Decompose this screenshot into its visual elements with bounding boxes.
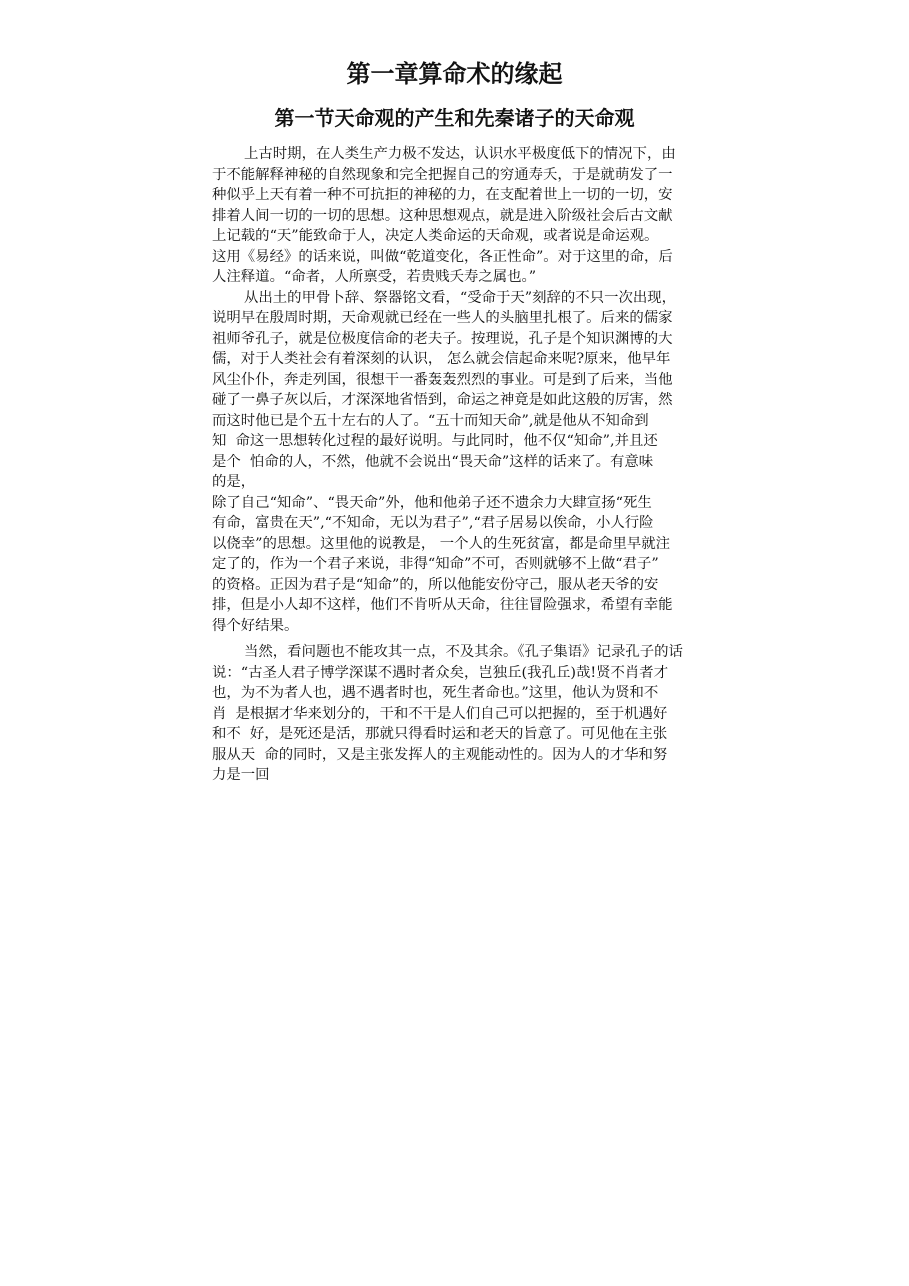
- text-line: 人注释道。“命者，人所禀受，若贵贱夭寿之属也。”: [212, 269, 537, 285]
- text-line: 服从天 命的同时，又是主张发挥人的主观能动性的。因为人的才华和努: [212, 746, 668, 763]
- text-line: 祖师爷孔子，就是位极度信命的老夫子。按理说，孔子是个知识渊博的大: [212, 330, 673, 347]
- section-title: 第一节天命观的产生和先秦诸子的天命观: [274, 106, 635, 130]
- text-line: 排着人间一切的一切的思想。这种思想观点，就是进入阶级社会后古文献: [212, 207, 673, 224]
- text-line: 碰了一鼻子灰以后，才深深地省悟到，命运之神竟是如此这般的厉害，然: [212, 392, 673, 408]
- body-text: [212, 144, 742, 786]
- text-line: 以侥幸”的思想。这里他的说教是， 一个人的生死贫富，都是命里早就注: [212, 535, 671, 552]
- text-line: 上古时期，在人类生产力极不发达，认识水平极度低下的情况下，由: [244, 146, 676, 162]
- chapter-title: 第一章算命术的缘起: [346, 59, 563, 88]
- text-line: 的资格。正因为君子是“知命”的，所以他能安份守己，服从老天爷的安: [212, 576, 659, 593]
- text-line: 风尘仆仆，奔走列国，很想干一番轰轰烈烈的事业。可是到了后来，当他: [212, 371, 673, 388]
- paragraph: [212, 288, 742, 637]
- text-line: 力是一回: [212, 767, 270, 783]
- text-line: 当然，看问题也不能攻其一点，不及其余。《孔子集语》记录孔子的话: [244, 644, 683, 660]
- paragraph: [212, 144, 742, 288]
- text-line: 除了自己“知命”、“畏天命”外，他和他弟子还不遗余力大肆宣扬“死生: [212, 494, 652, 511]
- text-line: 于不能解释神秘的自然现象和完全把握自己的穷通寿夭，于是就萌发了一: [212, 166, 673, 183]
- text-line: 种似乎上天有着一种不可抗拒的神秘的力，在支配着世上一切的一切，安: [212, 187, 673, 203]
- text-line: 也，为不为者人也，遇不遇者时也，死生者命也。”这里，他认为贤和不: [212, 685, 659, 701]
- text-line: 而这时他已是个五十左右的人了。“五十而知天命”,就是他从不知命到: [212, 412, 649, 429]
- text-line: 说明早在殷周时期，天命观就已经在一些人的头脑里扎根了。后来的儒家: [212, 310, 673, 326]
- text-line: 这用《易经》的话来说，叫做“乾道变化，各正性命”。对于这里的命，后: [212, 248, 673, 265]
- text-line: 得个好结果。: [212, 617, 299, 634]
- text-line: 肖 是根据才华来划分的，干和不干是人们自己可以把握的，至于机遇好: [212, 705, 668, 722]
- text-line: 的是，: [212, 474, 256, 490]
- text-line: 知 命这一思想转化过程的最好说明。与此同时，他不仅“知命”,并且还: [212, 433, 658, 449]
- text-line: 排，但是小人却不这样，他们不肯听从天命，往往冒险强求，希望有幸能: [212, 597, 673, 613]
- text-line: 定了的，作为一个君子来说，非得“知命”不可，否则就够不上做“君子”: [212, 556, 659, 572]
- text-line: 和不 好，是死还是活，那就只得看时运和老天的旨意了。可见他在主张: [212, 726, 668, 742]
- text-line: 儒，对于人类社会有着深刻的认识， 怎么就会信起命来呢?原来，他早年: [212, 351, 671, 367]
- text-line: 有命，富贵在天”,“不知命，无以为君子”,“君子居易以俟命，小人行险: [212, 515, 654, 531]
- text-line: 从出土的甲骨卜辞、祭器铭文看，“受命于天”刻辞的不只一次出现，: [244, 289, 677, 306]
- text-line: 说：“古圣人君子博学深谋不遇时者众矣，岂独丘(我孔丘)哉!贤不肖者才: [212, 664, 669, 681]
- paragraph: [212, 642, 742, 786]
- text-line: 是个 怕命的人，不然，他就不会说出“畏天命”这样的话来了。有意味: [212, 453, 654, 470]
- text-line: 上记载的“天”能致命于人，决定人类命运的天命观，或者说是命运观。: [212, 228, 659, 244]
